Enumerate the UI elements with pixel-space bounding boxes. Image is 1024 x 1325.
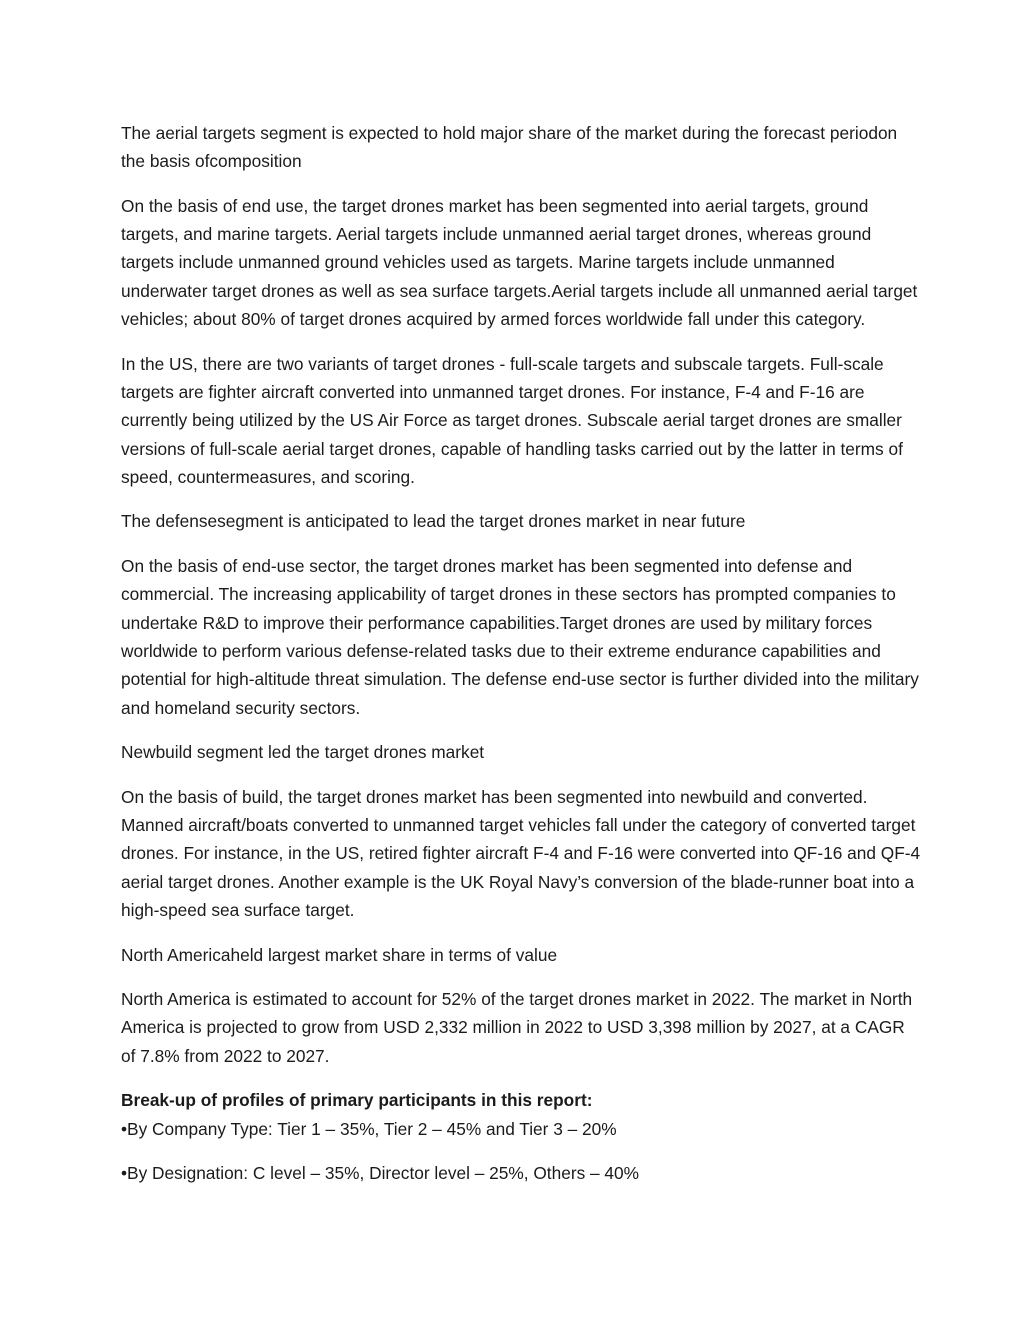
paragraph-north-america: North America is estimated to account for 52% of the target drones market in 2022. The market in North America is projected to grow from USD 2,332 million in 2022 to USD 3,398 million by 2027, at a CAGR of 7.8% from 2022 to 2027. [121, 989, 913, 1066]
heading-aerial-targets: The aerial targets segment is expected to hold major share of the market during the forecast periodon the basis ofcomposition [121, 123, 898, 172]
paragraph-end-use-sector: On the basis of end-use sector, the target drones market has been segmented into defense and commercial. The increasing applicability of target drones in these sectors has prompted companies to undertake R&D to improve their performance capabilities.Target drones are used by military forces worldwide to perform various defense-related tasks due to their extreme endurance capabilities and potential for high-altitude threat simulation. The defense end-use sector is further divided into the military and homeland security sectors. [121, 556, 919, 718]
paragraph-end-use: On the basis of end use, the target drones market has been segmented into aerial targets, ground targets, and marine targets. Aerial targets include unmanned aerial target drones, whereas ground targets include unmanned ground vehicles used as targets. Marine targets include unmanned underwater target drones as well as sea surface targets.Aerial targets include all unmanned aerial target vehicles; about 80% of target drones acquired by armed forces worldwide fall under this category. [121, 195, 918, 330]
breakup-heading: Break-up of profiles of primary participants in this report: [121, 1090, 593, 1111]
paragraph-us-variants: In the US, there are two variants of target drones - full-scale targets and subscale targets. Full-scale targets are fighter aircraft converted into unmanned target drones. For instance, F-4 and F-16 are currently being utilized by the US Air Force as target drones. Subscale aerial target drones are smaller versions of full-scale aerial target drones, capable of handling tasks carried out by the latter in terms of speed, countermeasures, and scoring. [121, 353, 903, 487]
bullet-company-type: •By Company Type: Tier 1 – 35%, Tier 2 – 45% and Tier 3 – 20% [121, 1118, 617, 1139]
heading-defense-segment: The defensesegment is anticipated to lead the target drones market in near future [121, 511, 746, 532]
heading-north-america: North Americaheld largest market share in terms of value [121, 944, 558, 965]
document-page [121, 119, 921, 1204]
heading-newbuild-segment: Newbuild segment led the target drones market [121, 742, 485, 763]
bullet-designation: •By Designation: C level – 35%, Director level – 25%, Others – 40% [121, 1163, 640, 1184]
paragraph-build: On the basis of build, the target drones market has been segmented into newbuild and converted. Manned aircraft/boats converted to unmanned target vehicles fall under the category of converted target drones. For instance, in the US, retired fighter aircraft F-4 and F-16 were converted into QF-16 and QF-4 aerial target drones. Another example is the UK Royal Navy’s conversion of the blade-runner boat into a high-speed sea surface target. [121, 786, 921, 920]
